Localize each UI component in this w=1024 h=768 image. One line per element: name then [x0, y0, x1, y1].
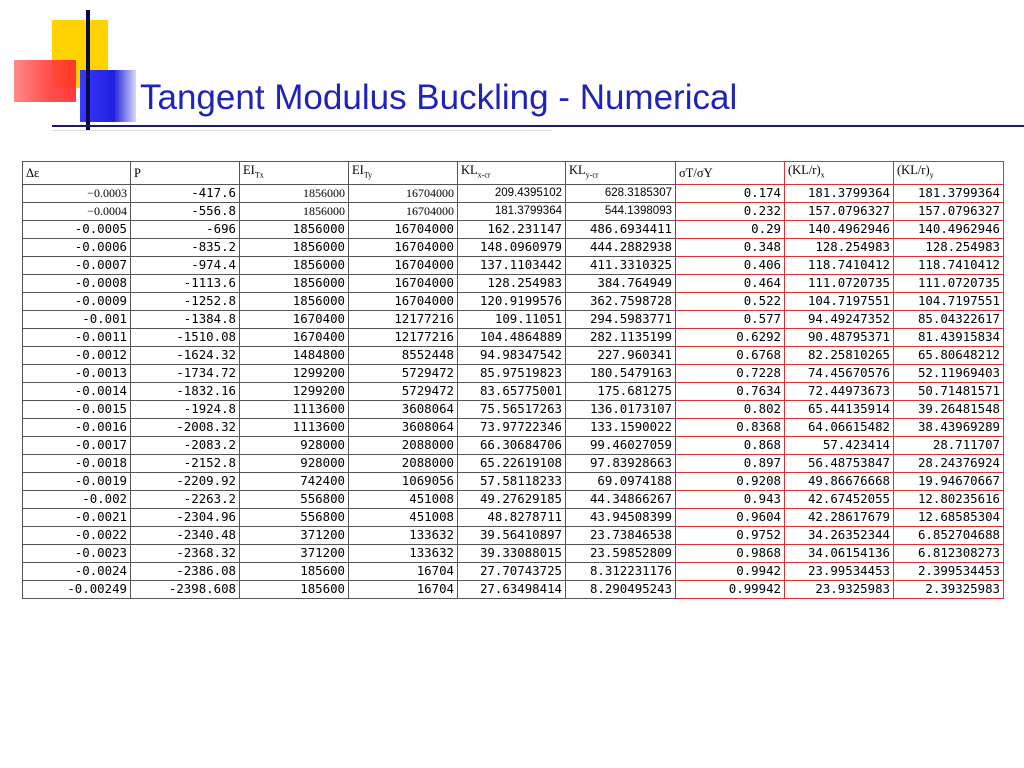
table-cell: 5729472 [349, 382, 458, 400]
table-cell: -1510.08 [131, 328, 240, 346]
table-cell: -2209.92 [131, 472, 240, 490]
table-cell: 140.4962946 [894, 220, 1004, 238]
table-cell: 44.34866267 [566, 490, 676, 508]
table-cell: 65.80648212 [894, 346, 1004, 364]
table-row [23, 292, 1004, 310]
table-cell: -0.0023 [23, 544, 131, 562]
table-cell: -0.0022 [23, 526, 131, 544]
table-cell: 0.232 [676, 202, 785, 220]
table-cell: -1734.72 [131, 364, 240, 382]
table-row [23, 238, 1004, 256]
table-cell: 23.99534453 [785, 562, 894, 580]
table-cell: 362.7598728 [566, 292, 676, 310]
table-cell: 94.49247352 [785, 310, 894, 328]
table-cell: 28.711707 [894, 436, 1004, 454]
column-header-subscript: x [820, 170, 825, 180]
table-cell: -0.0007 [23, 256, 131, 274]
table-cell: 742400 [240, 472, 349, 490]
table-cell: -417.6 [131, 184, 240, 202]
column-header [676, 162, 785, 185]
table-cell: 1856000 [240, 184, 349, 202]
table-cell: 16704000 [349, 292, 458, 310]
table-cell: 111.0720735 [785, 274, 894, 292]
table-cell: 82.25810265 [785, 346, 894, 364]
column-header-subscript: y [929, 170, 934, 180]
table-cell: -835.2 [131, 238, 240, 256]
table-cell: -0.0017 [23, 436, 131, 454]
table-cell: −0.0003 [23, 184, 131, 202]
table-cell: -2386.08 [131, 562, 240, 580]
table-cell: -2008.32 [131, 418, 240, 436]
table-cell: 3608064 [349, 400, 458, 418]
table-cell: 23.73846538 [566, 526, 676, 544]
table-cell: 83.65775001 [458, 382, 566, 400]
table-cell: 0.6768 [676, 346, 785, 364]
table-row [23, 328, 1004, 346]
table-cell: 12177216 [349, 328, 458, 346]
table-cell: 556800 [240, 490, 349, 508]
table-cell: 0.174 [676, 184, 785, 202]
table-cell: 23.9325983 [785, 580, 894, 598]
table-cell: 34.26352344 [785, 526, 894, 544]
table-cell: 0.464 [676, 274, 785, 292]
column-header-label: KL [461, 163, 478, 177]
table-cell: 34.06154136 [785, 544, 894, 562]
table-cell: 162.231147 [458, 220, 566, 238]
table-cell: -0.0011 [23, 328, 131, 346]
table-cell: 148.0960979 [458, 238, 566, 256]
table-cell: -1832.16 [131, 382, 240, 400]
table-cell: 411.3310325 [566, 256, 676, 274]
table-cell: 8.290495243 [566, 580, 676, 598]
column-header [349, 162, 458, 185]
table-cell: -2398.608 [131, 580, 240, 598]
table-cell: 0.29 [676, 220, 785, 238]
table-cell: 1856000 [240, 256, 349, 274]
table-row [23, 184, 1004, 202]
table-cell: 628.3185307 [566, 184, 676, 202]
table-cell: 42.28617679 [785, 508, 894, 526]
table-cell: 8.312231176 [566, 562, 676, 580]
table-cell: 16704000 [349, 220, 458, 238]
table-cell: 109.11051 [458, 310, 566, 328]
table-cell: 12177216 [349, 310, 458, 328]
column-header-label: (KL/r) [788, 163, 821, 177]
table-cell: 128.254983 [458, 274, 566, 292]
table-cell: 175.681275 [566, 382, 676, 400]
column-header-label: KL [569, 163, 586, 177]
table-cell: 1670400 [240, 310, 349, 328]
table-cell: 2.399534453 [894, 562, 1004, 580]
table-cell: 56.48753847 [785, 454, 894, 472]
table-cell: 1299200 [240, 382, 349, 400]
column-header-label: (KL/r) [897, 163, 930, 177]
table-cell: 0.577 [676, 310, 785, 328]
table-cell: 133632 [349, 526, 458, 544]
column-header [458, 162, 566, 185]
table-cell: 39.56410897 [458, 526, 566, 544]
table-cell: 111.0720735 [894, 274, 1004, 292]
table-cell: -2083.2 [131, 436, 240, 454]
table-cell: 282.1135199 [566, 328, 676, 346]
table-cell: 73.97722346 [458, 418, 566, 436]
table-cell: 69.0974188 [566, 472, 676, 490]
table-cell: 85.97519823 [458, 364, 566, 382]
table-cell: 43.94508399 [566, 508, 676, 526]
table-cell: -2304.96 [131, 508, 240, 526]
table-row [23, 274, 1004, 292]
table-cell: 1069056 [349, 472, 458, 490]
column-header-subscript: Ty [363, 170, 373, 180]
column-header-label: EI [352, 163, 364, 177]
table-cell: 65.44135914 [785, 400, 894, 418]
table-cell: -0.0005 [23, 220, 131, 238]
table-cell: 19.94670667 [894, 472, 1004, 490]
table-cell: 1113600 [240, 418, 349, 436]
table-cell: -0.00249 [23, 580, 131, 598]
table-row [23, 310, 1004, 328]
table-cell: -2340.48 [131, 526, 240, 544]
table-cell: 6.812308273 [894, 544, 1004, 562]
table-cell: -1924.8 [131, 400, 240, 418]
table-cell: -0.0021 [23, 508, 131, 526]
table-cell: 1856000 [240, 292, 349, 310]
table-cell: 1484800 [240, 346, 349, 364]
table-row [23, 346, 1004, 364]
table-cell: 486.6934411 [566, 220, 676, 238]
column-header-label: P [134, 165, 141, 180]
table-cell: 16704000 [349, 184, 458, 202]
table-cell: 2088000 [349, 436, 458, 454]
table-cell: 27.63498414 [458, 580, 566, 598]
table-cell: -2263.2 [131, 490, 240, 508]
table-cell: 16704000 [349, 238, 458, 256]
table-cell: 50.71481571 [894, 382, 1004, 400]
column-header-label: Δε [26, 165, 40, 180]
table-cell: 181.3799364 [785, 184, 894, 202]
table-row [23, 220, 1004, 238]
table-cell: 185600 [240, 580, 349, 598]
table-cell: 185600 [240, 562, 349, 580]
table-cell: 451008 [349, 508, 458, 526]
table-cell: -0.0006 [23, 238, 131, 256]
table-cell: 451008 [349, 490, 458, 508]
table-row [23, 526, 1004, 544]
table-cell: 81.43915834 [894, 328, 1004, 346]
table-row [23, 400, 1004, 418]
table-cell: 118.7410412 [785, 256, 894, 274]
column-header [566, 162, 676, 185]
table-cell: 39.26481548 [894, 400, 1004, 418]
table-cell: 180.5479163 [566, 364, 676, 382]
table-cell: 136.0173107 [566, 400, 676, 418]
column-header-label: EI [243, 163, 255, 177]
decor-vertical-line [86, 10, 90, 130]
table-cell: 52.11969403 [894, 364, 1004, 382]
table-cell: 137.1103442 [458, 256, 566, 274]
table-cell: 128.254983 [785, 238, 894, 256]
table-cell: 57.423414 [785, 436, 894, 454]
column-header-subscript: y-cr [585, 170, 599, 180]
table-cell: 85.04322617 [894, 310, 1004, 328]
table-row [23, 490, 1004, 508]
column-header-subscript: Tx [254, 170, 264, 180]
table-cell: 104.7197551 [785, 292, 894, 310]
table-body [23, 184, 1004, 598]
table-row [23, 256, 1004, 274]
table-cell: 42.67452055 [785, 490, 894, 508]
column-header [131, 162, 240, 185]
table-cell: -0.0012 [23, 346, 131, 364]
table-row [23, 436, 1004, 454]
table-cell: 0.9604 [676, 508, 785, 526]
table-cell: 1856000 [240, 274, 349, 292]
column-header-subscript: x-cr [477, 170, 491, 180]
table-cell: 12.80235616 [894, 490, 1004, 508]
table-cell: 1113600 [240, 400, 349, 418]
table-row [23, 472, 1004, 490]
table-cell: 181.3799364 [894, 184, 1004, 202]
table-cell: 1856000 [240, 202, 349, 220]
table-cell: 118.7410412 [894, 256, 1004, 274]
table-cell: −0.0004 [23, 202, 131, 220]
table-cell: 27.70743725 [458, 562, 566, 580]
table-cell: 133632 [349, 544, 458, 562]
table-cell: 48.8278711 [458, 508, 566, 526]
column-header [240, 162, 349, 185]
table-cell: 72.44973673 [785, 382, 894, 400]
table-cell: 75.56517263 [458, 400, 566, 418]
table-cell: 16704000 [349, 202, 458, 220]
table-cell: 0.943 [676, 490, 785, 508]
table-cell: 49.27629185 [458, 490, 566, 508]
table-cell: 99.46027059 [566, 436, 676, 454]
table-cell: -0.0015 [23, 400, 131, 418]
table-cell: 28.24376924 [894, 454, 1004, 472]
table-cell: -556.8 [131, 202, 240, 220]
table-cell: -0.0014 [23, 382, 131, 400]
table-cell: 94.98347542 [458, 346, 566, 364]
table-cell: 65.22619108 [458, 454, 566, 472]
table-cell: 157.0796327 [894, 202, 1004, 220]
decor-title-underline [52, 125, 1024, 127]
table-cell: 1856000 [240, 238, 349, 256]
table-cell: 0.8368 [676, 418, 785, 436]
table-cell: 0.802 [676, 400, 785, 418]
table-row [23, 544, 1004, 562]
table-cell: 38.43969289 [894, 418, 1004, 436]
table-cell: 1670400 [240, 328, 349, 346]
table-row [23, 508, 1004, 526]
table-cell: 0.9208 [676, 472, 785, 490]
table-cell: 556800 [240, 508, 349, 526]
table-cell: 49.86676668 [785, 472, 894, 490]
table-cell: 16704000 [349, 274, 458, 292]
table-cell: 39.33088015 [458, 544, 566, 562]
table-cell: 384.764949 [566, 274, 676, 292]
table-cell: 16704000 [349, 256, 458, 274]
table-cell: 1299200 [240, 364, 349, 382]
table-cell: 294.5983771 [566, 310, 676, 328]
table-cell: -0.0018 [23, 454, 131, 472]
table-cell: 371200 [240, 544, 349, 562]
table-cell: 0.9868 [676, 544, 785, 562]
table-cell: 2088000 [349, 454, 458, 472]
table-cell: 64.06615482 [785, 418, 894, 436]
table-cell: -0.0016 [23, 418, 131, 436]
table-cell: 0.9752 [676, 526, 785, 544]
table-cell: 12.68585304 [894, 508, 1004, 526]
table-cell: 104.4864889 [458, 328, 566, 346]
column-header-label: σT/σY [679, 165, 713, 180]
table-row [23, 364, 1004, 382]
table-cell: 0.348 [676, 238, 785, 256]
table-cell: 16704 [349, 580, 458, 598]
table-cell: 157.0796327 [785, 202, 894, 220]
decor-title-underline-light [52, 130, 552, 131]
table-cell: 5729472 [349, 364, 458, 382]
table-cell: -0.0009 [23, 292, 131, 310]
table-cell: 371200 [240, 526, 349, 544]
table-cell: -0.0013 [23, 364, 131, 382]
table-cell: -2152.8 [131, 454, 240, 472]
table-cell: 0.868 [676, 436, 785, 454]
table-row [23, 202, 1004, 220]
table-cell: 57.58118233 [458, 472, 566, 490]
table-row [23, 418, 1004, 436]
column-header [894, 162, 1004, 185]
table-cell: 227.960341 [566, 346, 676, 364]
table-cell: 140.4962946 [785, 220, 894, 238]
table-header-row [23, 162, 1004, 185]
table-cell: 544.1398093 [566, 202, 676, 220]
table-row [23, 382, 1004, 400]
table-cell: -0.0024 [23, 562, 131, 580]
table-cell: 74.45670576 [785, 364, 894, 382]
table-cell: -974.4 [131, 256, 240, 274]
table-cell: 181.3799364 [458, 202, 566, 220]
table-cell: -0.0019 [23, 472, 131, 490]
table-cell: 120.9199576 [458, 292, 566, 310]
table-cell: 8552448 [349, 346, 458, 364]
results-table [22, 161, 1004, 599]
table-cell: -0.002 [23, 490, 131, 508]
table-cell: 90.48795371 [785, 328, 894, 346]
table-cell: 97.83928663 [566, 454, 676, 472]
table-cell: 6.852704688 [894, 526, 1004, 544]
decor-red-rectangle [14, 60, 76, 102]
table-cell: 16704 [349, 562, 458, 580]
table-cell: 444.2882938 [566, 238, 676, 256]
table-row [23, 580, 1004, 598]
column-header [23, 162, 131, 185]
table-cell: 23.59852809 [566, 544, 676, 562]
table-cell: 0.9942 [676, 562, 785, 580]
table-cell: 128.254983 [894, 238, 1004, 256]
table-cell: 3608064 [349, 418, 458, 436]
slide-title: Tangent Modulus Buckling - Numerical [140, 78, 738, 117]
table-cell: 0.7228 [676, 364, 785, 382]
table-cell: -1384.8 [131, 310, 240, 328]
table-cell: 0.99942 [676, 580, 785, 598]
table-cell: 104.7197551 [894, 292, 1004, 310]
table-cell: 0.522 [676, 292, 785, 310]
table-row [23, 562, 1004, 580]
table-cell: 66.30684706 [458, 436, 566, 454]
table-cell: -696 [131, 220, 240, 238]
table-cell: 0.7634 [676, 382, 785, 400]
table-cell: 2.39325983 [894, 580, 1004, 598]
table-cell: 0.406 [676, 256, 785, 274]
table-cell: 1856000 [240, 220, 349, 238]
table-cell: 928000 [240, 436, 349, 454]
table-cell: -1624.32 [131, 346, 240, 364]
table-cell: -1252.8 [131, 292, 240, 310]
table-cell: 133.1590022 [566, 418, 676, 436]
table-cell: 0.897 [676, 454, 785, 472]
table-cell: -1113.6 [131, 274, 240, 292]
table-cell: -2368.32 [131, 544, 240, 562]
column-header [785, 162, 894, 185]
table-cell: 209.4395102 [458, 184, 566, 202]
table-cell: -0.0008 [23, 274, 131, 292]
table-cell: -0.001 [23, 310, 131, 328]
table-cell: 0.6292 [676, 328, 785, 346]
table-row [23, 454, 1004, 472]
table-cell: 928000 [240, 454, 349, 472]
